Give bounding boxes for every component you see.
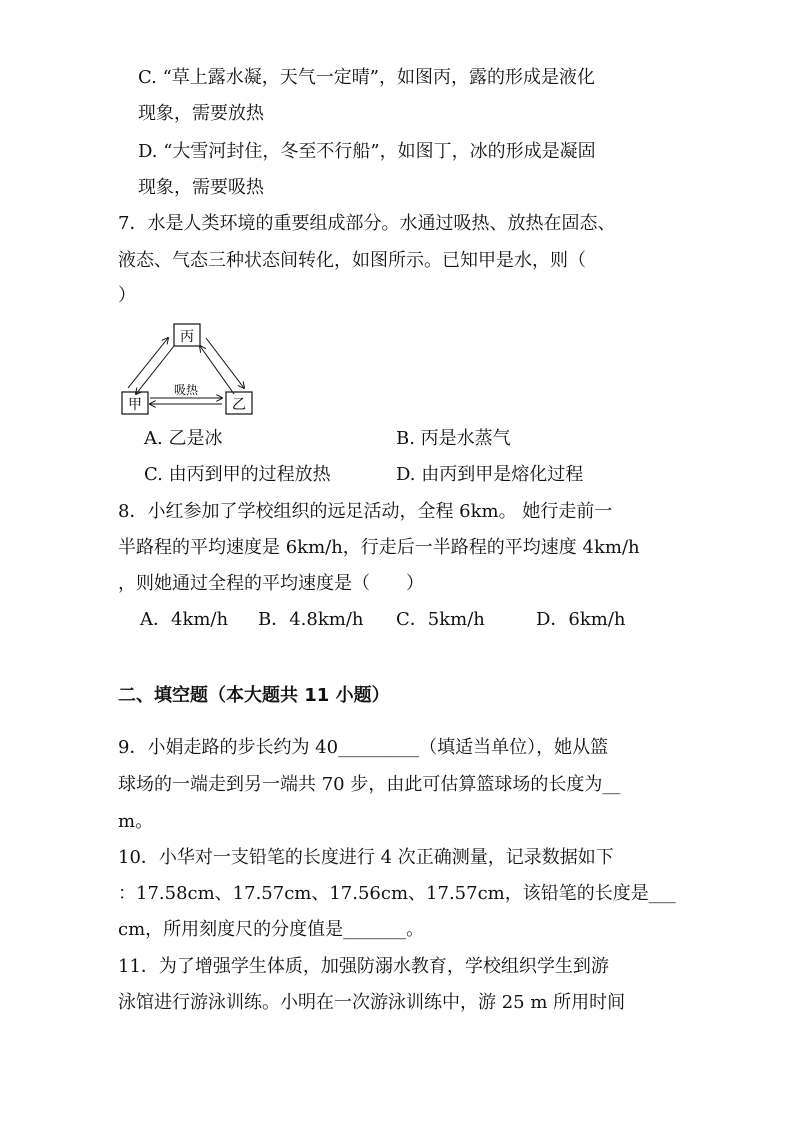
q8-line2: 半路程的平均速度是 6km/h，行走后一半路程的平均速度 4km/h [118,537,640,558]
q6-option-c-line2: 现象，需要放热 [138,103,264,124]
svg-text:甲: 甲 [128,397,142,413]
top-box [174,324,200,346]
left-box [122,392,148,414]
q8-option-c: C．5km/h [396,609,485,630]
q8-option-b: B．4.8km/h [258,609,364,630]
arrow-label: 吸热 [173,383,199,397]
q7-line1: 7．水是人类环境的重要组成部分。水通过吸热、放热在固态、 [118,213,616,234]
q11-line2: 泳馆进行游泳训练。小明在一次游泳训练中，游 25 m 所用时间 [118,992,626,1013]
q8-option-a: A．4km/h [140,609,229,630]
q7-option-c: C. 由丙到甲的过程放热 [144,464,331,485]
q10-line1: 10．小华对一支铅笔的长度进行 4 次正确测量，记录数据如下 [118,847,614,868]
q10-line3: cm，所用刻度尺的分度值是_______。 [118,919,425,940]
state-change-diagram [118,318,268,424]
q7-option-a: A. 乙是冰 [144,428,223,449]
svg-text:丙: 丙 [180,329,194,345]
q7-line3: ） [118,285,136,306]
q8-option-d: D．6km/h [536,609,626,630]
q7-option-d: D. 由丙到甲是熔化过程 [396,464,584,485]
q7-option-b: B. 丙是水蒸气 [396,428,511,449]
q6-option-c-line1: C. “草上露水凝，天气一定晴”，如图丙，露的形成是液化 [138,67,595,88]
svg-text:乙: 乙 [232,397,246,413]
q8-line1: 8．小红参加了学校组织的远足活动，全程 6km。 她行走前一 [118,501,613,522]
q9-line2: 球场的一端走到另一端共 70 步，由此可估算篮球场的长度为__ [118,774,621,795]
section-heading: 二、填空题（本大题共 11 小题） [118,685,390,706]
q10-line2: ：17.58cm、17.57cm、17.56cm、17.57cm，该铅笔的长度是___ [118,883,676,904]
q9-line1: 9．小娟走路的步长约为 40_________（填适当单位），她从篮 [118,737,609,758]
arrow-left-to-top [128,338,168,388]
q11-line1: 11．为了增强学生体质，加强防溺水教育，学校组织学生到游 [118,956,609,977]
q9-line3: m。 [118,811,154,832]
q6-option-d-line1: D. “大雪河封住，冬至不行船”，如图丁，冰的形成是凝固 [138,141,596,162]
arrow-top-to-left [136,346,174,394]
right-box [226,392,252,414]
q7-line2: 液态、气态三种状态间转化，如图所示。已知甲是水，则（ [118,250,586,271]
q6-option-d-line2: 现象，需要吸热 [138,177,264,198]
q8-line3: ，则她通过全程的平均速度是（ ） [118,573,424,594]
